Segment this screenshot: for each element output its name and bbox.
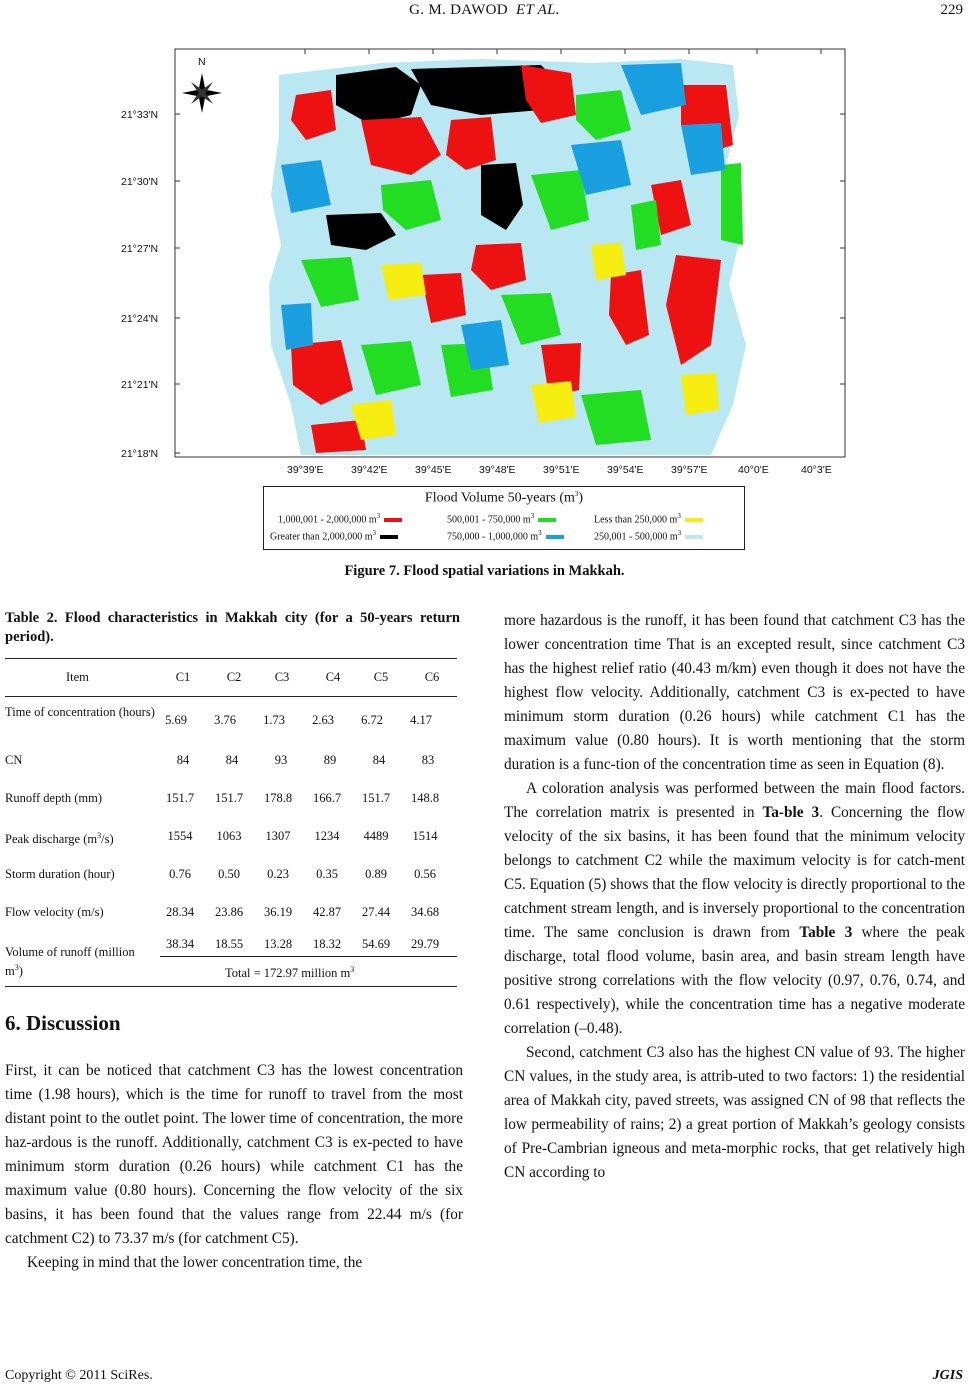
region-green-10 [631,200,661,250]
table-header-item: Item [66,670,89,684]
table-row-label: Time of concentration (hours) [5,705,155,719]
legend-item-sup: 3 [372,529,376,537]
total-text: Total = 172.97 million m [225,966,351,981]
table-title: Table 2. Flood characteristics in Makkah city (for a 50-years return period). [5,610,460,645]
table-row-label: CN [5,753,23,767]
table-cell: 1234 [314,829,340,843]
table-rule-header [5,696,457,697]
table-header-c2: C2 [226,670,242,684]
table-cell: 3.76 [214,713,236,727]
legend-item-red [278,512,402,525]
table-cell: 38.34 [165,937,195,951]
text-run: where the peak discharge, total flood volume, basin area, and basin stream length have positive strong correlations with the flow velocity (0.97, 0.76, 0.74, and 0.61 respectively), while the concentration time has a negative moderate correlation (–0.48). [504,924,965,1037]
table-cell: 1514 [412,829,438,843]
row-label-sup: 3 [14,963,19,972]
latitude-labels [121,109,158,460]
table-cell: 83 [421,753,435,767]
legend-title-close: ) [578,490,584,506]
table-cell: 151.7 [361,791,391,805]
table-header-c3: C3 [274,670,290,684]
table-cell: 1063 [216,829,242,843]
header-authors: G. M. DAWOD [409,2,508,18]
left-column [5,1059,463,1275]
map-legend [263,486,745,550]
table-row-label: Runoff depth (mm) [5,791,102,805]
footer-journal: JGIS [932,1368,963,1383]
figure-caption: Figure 7. Flood spatial variations in Makkah. [344,563,625,579]
lat-label: 21°33'N [121,109,159,121]
lat-label: 21°18'N [121,448,159,460]
table-cell: 1307 [265,829,291,843]
paragraph [504,777,965,1041]
page-number: 229 [940,2,963,18]
legend-item-yellow [594,512,703,525]
legend-item-label: 1,000,001 - 2,000,000 m [278,514,377,526]
legend-swatch-blue [546,535,564,539]
table-header-c6: C6 [424,670,440,684]
table-rule-total [160,956,457,957]
legend-title-text: Flood Volume 50-years (m [424,490,575,506]
footer-copyright: Copyright © 2011 SciRes. [5,1368,153,1383]
table-cell: 151.7 [214,791,244,805]
legend-item-label: 500,001 - 750,000 m [447,514,531,526]
row-label-sup: 3 [97,831,102,840]
table-rule-top [5,658,457,659]
table-cell: 29.79 [410,937,440,951]
legend-swatch-green [538,518,556,522]
legend-item-sup: 3 [530,512,535,520]
lat-label: 21°21'N [121,379,159,391]
legend-swatch-black [380,535,398,539]
lat-label: 21°30'N [121,176,159,188]
region-yellow-3 [531,381,576,423]
table-cell: 166.7 [312,791,342,805]
flood-map-svg [121,45,846,550]
legend-item-sup: 3 [677,529,682,537]
total-sup: 3 [350,965,355,974]
table-cell: 0.56 [414,867,436,881]
table-cell: 0.23 [267,867,289,881]
paragraph: more hazardous is the runoff, it has been found that catchment C3 has the lower concentration time That is an excepted result, since catchment C3 has the highest relief ratio (40.43 m/km) even though it does not have the highest flow velocity. Additionally, catchment C3 is ex-pected to have minimum storm duration (0.26 hours) while catchment C1 has the maximum value (0.80 hours). It is worth mentioning that the storm duration is a func-tion of the concentration time as seen in Equation (8). [504,612,965,773]
lon-label: 39°51'E [543,464,580,476]
table-cell: 84 [225,753,239,767]
legend-item-blue [447,529,564,542]
table-cell: 0.50 [218,867,240,881]
paragraph: Second, catchment C3 also has the highest CN value of 93. The higher CN values, in the study area, is attrib-uted to two factors: 1) the residential area of Makkah city, paved streets, was assigned CN of 98 that reflects the low permeability of rains; 2) a great portion of Makkah’s geology consists of Pre-Cambrian igneous and meta-morphic rocks, that get relatively high CN according to [504,1044,965,1181]
table-cell: 0.89 [365,867,387,881]
table-rule-bottom [5,986,457,987]
legend-item-lightblue [594,529,703,542]
legend-title-sup: 3 [574,490,579,498]
table-cell: 42.87 [312,905,342,919]
table-cell: 4.17 [410,713,432,727]
lon-label: 39°54'E [607,464,644,476]
table-cell: 89 [323,753,337,767]
legend-swatch-lightblue [685,535,703,539]
row-label-tail: /s) [101,832,114,847]
table-row-label [5,828,114,847]
region-blue-6 [281,303,313,350]
legend-item-sup: 3 [376,512,381,520]
table-cell: 34.68 [410,905,440,919]
table-cell: 4489 [363,829,389,843]
region-yellow-4 [681,373,719,415]
table-ref-link[interactable]: Ta-ble 3 [762,804,820,821]
right-column [504,609,965,1185]
north-label: N [198,56,206,68]
paragraph: First, it can be noticed that catchment C3 has the lowest concentration time (1.98 hours), which is the time for runoff to travel from the most distant point to the outlet point. The lower time of concentration, the more haz-ardous is the runoff. Additionally, catchment C3 is ex-pected to have minimum storm duration (0.26 hours) while catchment C1 has the maximum value (0.80 hours). Concerning the flow velocity of the six basins, it has been found that the values range from 22.44 m/s (for catchment C2) to 73.37 m/s (for catchment C5). [5,1062,463,1247]
region-yellow-1 [381,263,426,300]
table-row-label: Storm duration (hour) [5,867,115,881]
legend-swatch-red [384,518,402,522]
row-label-text: Volume of runoff (million m [5,945,135,979]
table-cell: 178.8 [263,791,293,805]
catchment-polygons [269,59,746,455]
lon-label: 39°57'E [671,464,708,476]
table-cell: 2.63 [312,713,334,727]
running-header [0,2,969,19]
legend-item-label: Greater than 2,000,000 m [270,531,373,543]
table-cell: 54.69 [361,937,391,951]
table-cell: 93 [274,753,288,767]
table-cell: 1.73 [263,713,285,727]
lon-label: 39°45'E [415,464,452,476]
lon-label: 39°42'E [351,464,388,476]
table-header-c1: C1 [175,670,191,684]
table-header-c4: C4 [325,670,341,684]
section-title: 6. Discussion [5,1011,121,1035]
legend-swatch-yellow [685,518,703,522]
table-row-label [5,944,155,979]
table-cell: 151.7 [165,791,195,805]
table-total [225,962,354,981]
legend-item-sup: 3 [538,529,542,537]
table-cell: 36.19 [263,905,293,919]
lon-label: 39°48'E [479,464,516,476]
table-cell: 5.69 [165,713,187,727]
table-cell: 1554 [167,829,193,843]
lon-label: 40°0'E [738,464,769,476]
legend-item-green [447,512,556,525]
table-cell: 0.76 [169,867,191,881]
lon-label: 39°39'E [287,464,324,476]
legend-item-label: 250,001 - 500,000 m [594,531,678,543]
text-run: A coloration analysis was performed between the main flood factors. The correlation matrix is presented in [504,780,965,821]
table-cell: 28.34 [165,905,195,919]
table-cell: 13.28 [263,937,293,951]
table-cell: 84 [176,753,190,767]
legend-item-label: Less than 250,000 m [594,514,678,526]
region-green-6 [721,163,743,245]
paragraph: Keeping in mind that the lower concentration time, the [27,1254,363,1271]
table-row-label: Flow velocity (m/s) [5,905,104,919]
text-run: . Concerning the flow velocity of the six basins, it has been found that the minimum velocity belongs to catchment C2 while the maximum velocity is for catch-ment C5. Equation (5) shows that the flow velocity is directly proportional to the catchment stream length, and is inversely proportional to the concentration time. The same conclusion is drawn from [504,804,965,941]
region-yellow-2 [591,243,626,280]
table-header-c5: C5 [373,670,389,684]
table-cell: 18.55 [214,937,244,951]
row-label-tail: ) [18,964,23,979]
lon-label: 40°3'E [801,464,832,476]
lat-label: 21°24'N [121,313,159,325]
table-cell: 23.86 [214,905,244,919]
row-label-text: Peak discharge (m [5,832,98,847]
legend-title [264,490,744,507]
table-cell: 18.32 [312,937,342,951]
table-cell: 148.8 [410,791,440,805]
table-cell: 0.35 [316,867,338,881]
legend-item-sup: 3 [677,512,681,520]
figure-map [121,45,846,550]
table-cell: 84 [372,753,386,767]
table-ref-link[interactable]: Table 3 [799,924,853,941]
legend-item-black [270,529,398,542]
header-et-al: ET AL. [516,2,560,18]
legend-item-label: 750,000 - 1,000,000 m [447,531,539,543]
table-cell: 6.72 [361,713,383,727]
lat-label: 21°27'N [121,243,159,255]
table-cell: 27.44 [361,905,391,919]
longitude-labels [287,464,832,476]
